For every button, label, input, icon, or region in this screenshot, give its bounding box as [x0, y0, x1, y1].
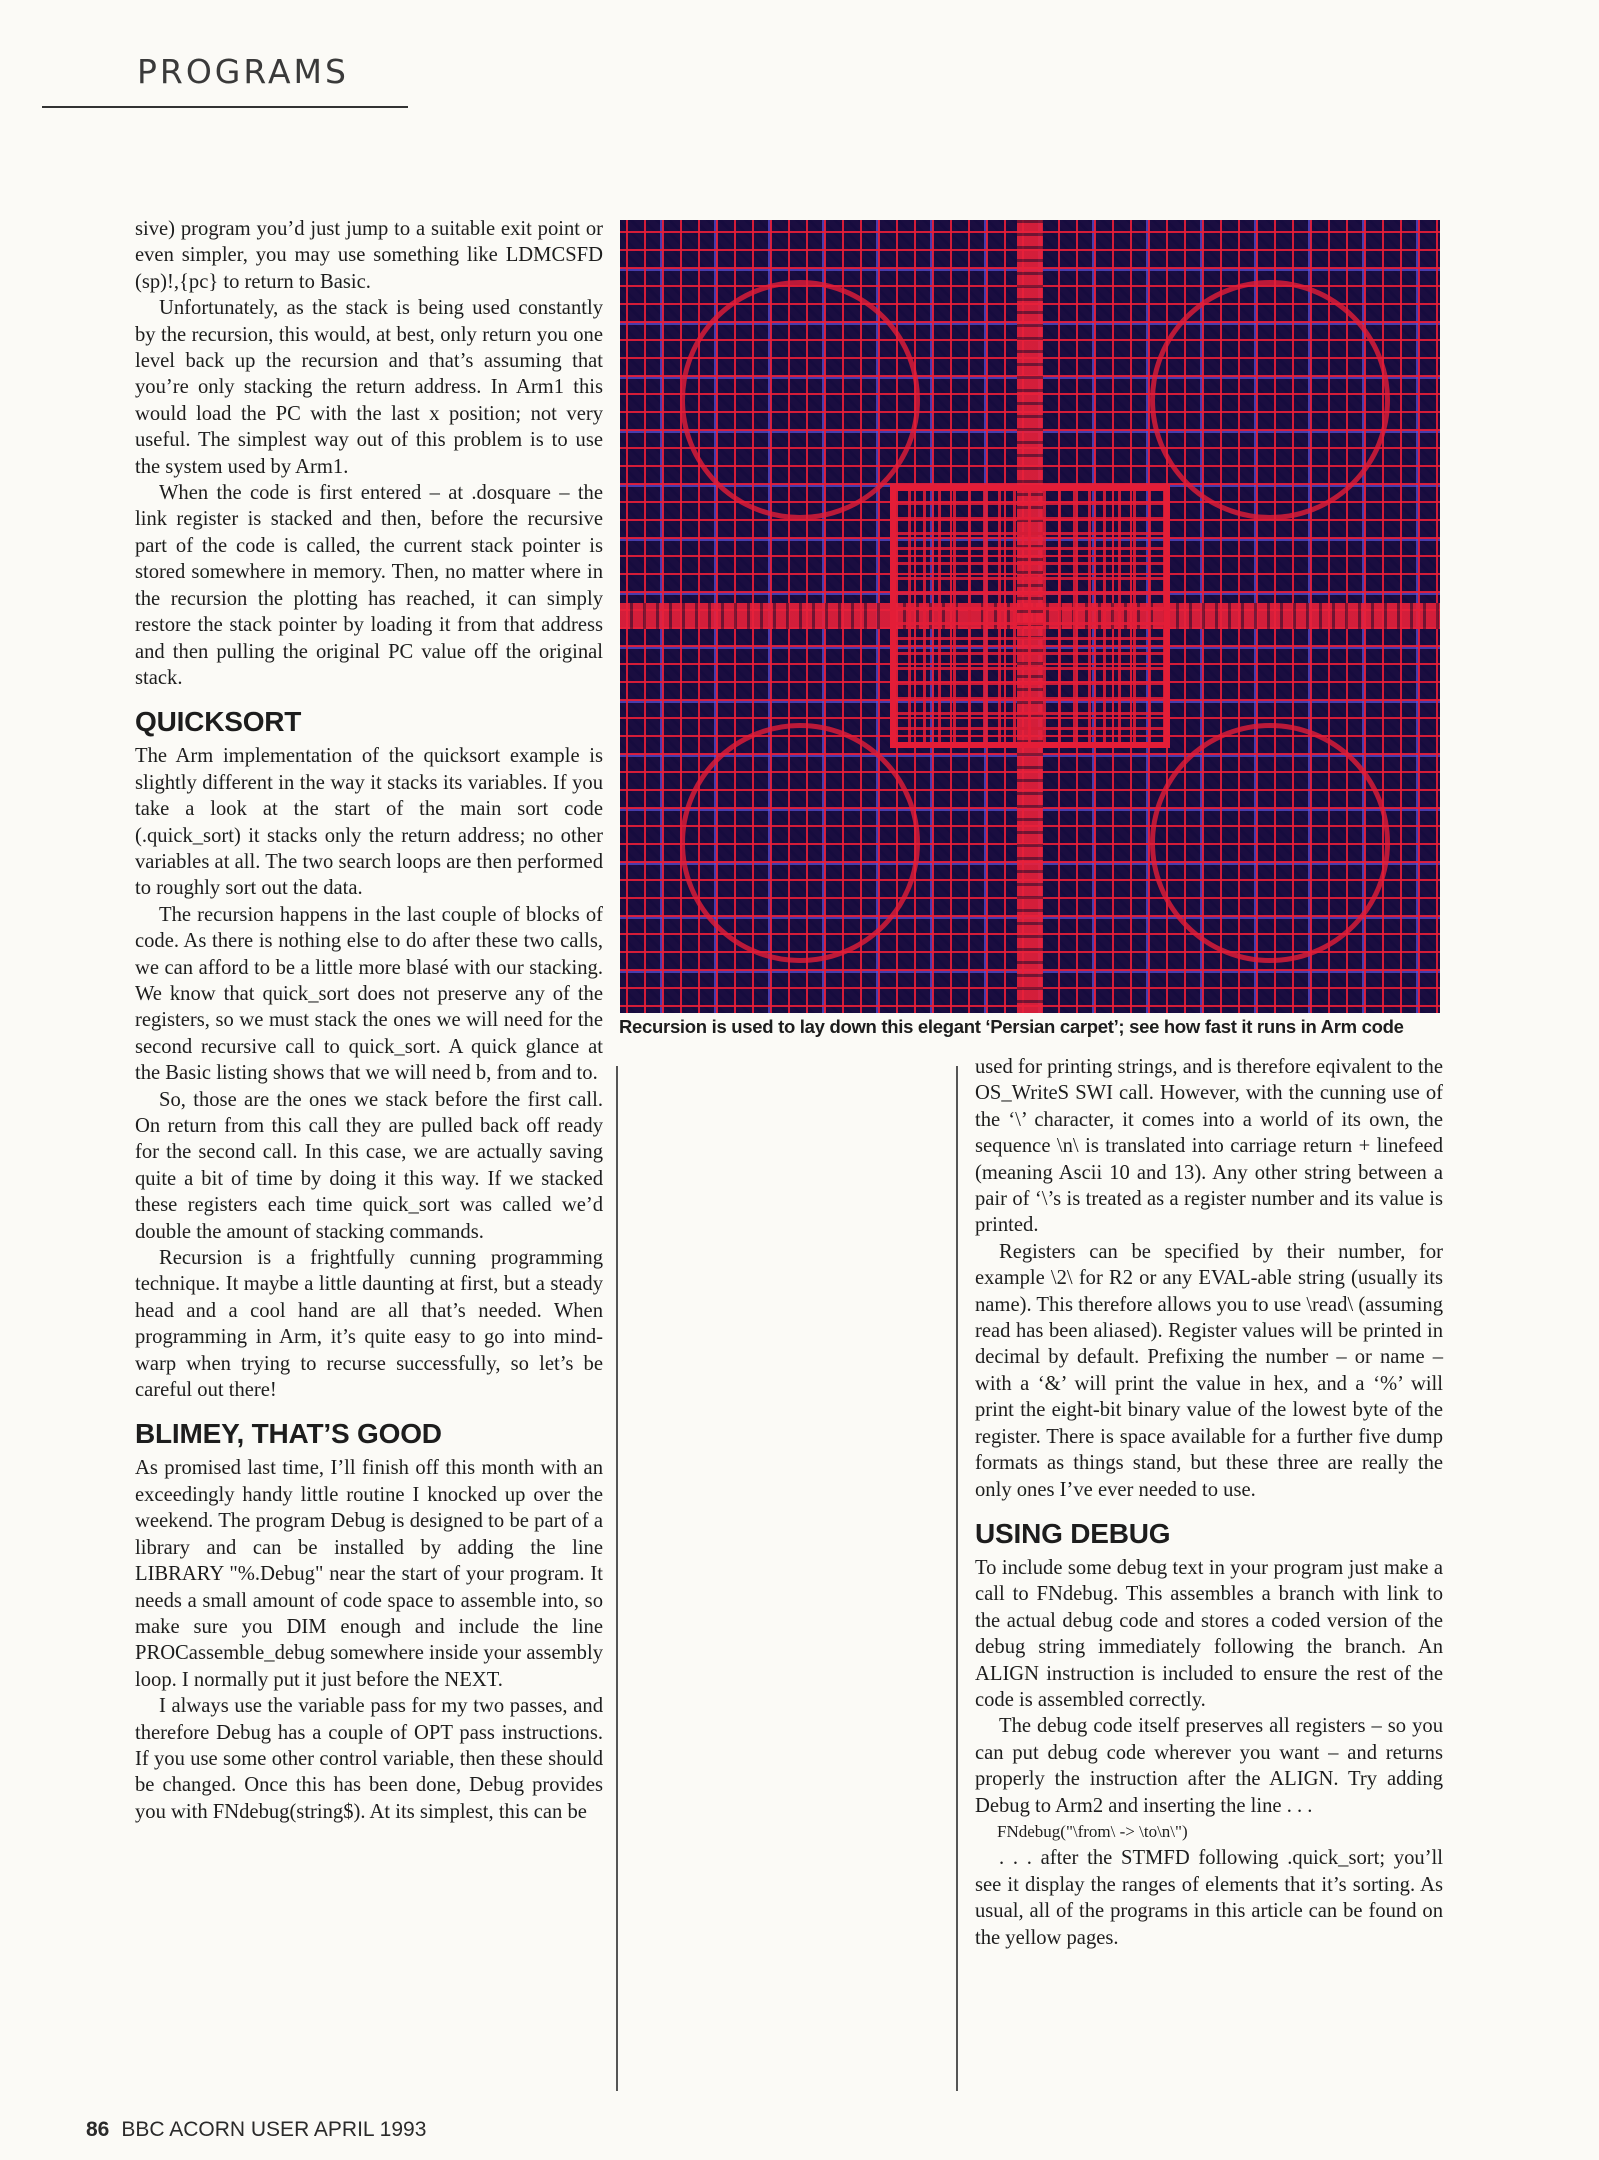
paragraph: Unfortunately, as the stack is being used constantly by the recursion, this would, at best, only return you one level back up the recursion and that’s assuming that you’re only stacking the return address. In Arm1 this would load the PC with the last x position; not very useful. The simplest way out of this problem is to use the system used by Arm1.	[135, 297, 603, 478]
paragraph: The Arm implementation of the quicksort example is slightly different in the way it stacks its variables. If you take a look at the start of the main sort code (.quick_sort) it stacks only the return address; no other variables at all. The two search loops are then performed to roughly sort out the data.	[135, 745, 603, 900]
paragraph: sive) program you’d just jump to a suitable exit point or even simpler, you may use something like LDMCSFD (sp)!,{pc} to return to Basic.	[135, 218, 603, 293]
running-head: PROGRAMS	[137, 52, 349, 91]
header-rule	[42, 106, 408, 108]
publication-line: BBC ACORN USER APRIL 1993	[121, 2118, 427, 2141]
page-number: 86	[86, 2118, 110, 2141]
page-footer	[86, 2118, 426, 2142]
figure-caption: Recursion is used to lay down this elegant ‘Persian carpet’; see how fast it runs in Arm code	[619, 1016, 1404, 1037]
paragraph: I always use the variable pass for my two passes, and therefore Debug has a couple of OPT pass instructions. If you use some other control variable, then these should be changed. Once this has been done, Debug provides you with FNdebug(string$). At its simplest, this can be	[135, 1695, 603, 1823]
column-rule-right	[956, 1066, 958, 2091]
heading-blimey: BLIMEY, THAT’S GOOD	[135, 1418, 442, 1450]
left-column	[135, 216, 603, 1825]
column-rule-left	[616, 1066, 618, 2091]
paragraph: To include some debug text in your program just make a call to FNdebug. This assembles a branch with link to the actual debug code and stores a coded version of the debug string immediately following the branch. An ALIGN instruction is included to ensure the rest of the code is assembled correctly.	[975, 1556, 1443, 1711]
paragraph: The debug code itself preserves all registers – so you can put debug code wherever you want – and returns properly the instruction after the ALIGN. Try adding Debug to Arm2 and inserting the line . . .	[975, 1715, 1443, 1817]
paragraph: Recursion is a frightfully cunning programming technique. It maybe a little daunting at first, but a steady head and a cool hand are all that’s needed. When programming in Arm, it’s quite easy to go into mind-warp when trying to recurse successfully, so let’s be careful out there!	[135, 1247, 603, 1402]
heading-quicksort: QUICKSORT	[135, 706, 302, 738]
paragraph: So, those are the ones we stack before the first call. On return from this call they are pulled back off ready for the second call. In this case, we are actually saving quite a bit of time by doing it this way. If we stacked these registers each time quick_sort was called we’d double the amount of stacking commands.	[135, 1088, 603, 1243]
paragraph: When the code is first entered – at .dosquare – the link register is stacked and then, before the recursive part of the code is called, the current stack pointer is stored somewhere in memory. Then, no matter where in the recursion the plotting has reached, it can simply restore the stack pointer by loading it from that address and then pulling the original PC value off the original stack.	[135, 482, 603, 689]
code-line: FNdebug("\from\ -> \to\n\")	[997, 1821, 1188, 1841]
paragraph: used for printing strings, and is therefore eqivalent to the OS_WriteS SWI call. However, with the cunning use of the ‘\’ character, it comes into a world of its own, the sequence \n\ is translated into carriage return + linefeed (meaning Ascii 10 and 13). Any other string between a pair of ‘\’s is treated as a register number and its value is printed.	[975, 1056, 1443, 1237]
heading-using-debug: USING DEBUG	[975, 1517, 1171, 1549]
right-column	[975, 1054, 1443, 1951]
persian-carpet-image	[620, 220, 1440, 1013]
paragraph: As promised last time, I’ll finish off this month with an exceedingly handy little routine I knocked up over the weekend. The program Debug is designed to be part of a library and can be installed by adding the line LIBRARY "%.Debug" near the start of your program. It needs a small amount of code space to assemble into, so make sure you DIM enough and include the line PROCassemble_debug somewhere inside your assembly loop. I normally put it just before the NEXT.	[135, 1457, 603, 1691]
paragraph: Registers can be specified by their number, for example \2\ for R2 or any EVAL-able string (usually its name). This therefore allows you to use \read\ (assuming read has been aliased). Register values will be printed in decimal by default. Prefixing the number – or name – with a ‘&’ will print the value in hex, and a ‘%’ will print the eight-bit binary value of the lowest byte of the register. There is space available for a further five dump formats as things stand, but these three are really the only ones I’ve ever needed to use.	[975, 1240, 1444, 1501]
paragraph: The recursion happens in the last couple of blocks of code. As there is nothing else to do after these two calls, we can afford to be a little more blasé with our stacking. We know that quick_sort does not preserve any of the registers, so we must stack the ones we will need for the second recursive call to quick_sort. A quick glance at the Basic listing shows that we will need b, from and to.	[135, 903, 603, 1085]
paragraph: . . . after the STMFD following .quick_sort; you’ll see it display the ranges of elements that it’s sorting. As usual, all of the programs in this article can be found on the yellow pages.	[975, 1847, 1443, 1949]
